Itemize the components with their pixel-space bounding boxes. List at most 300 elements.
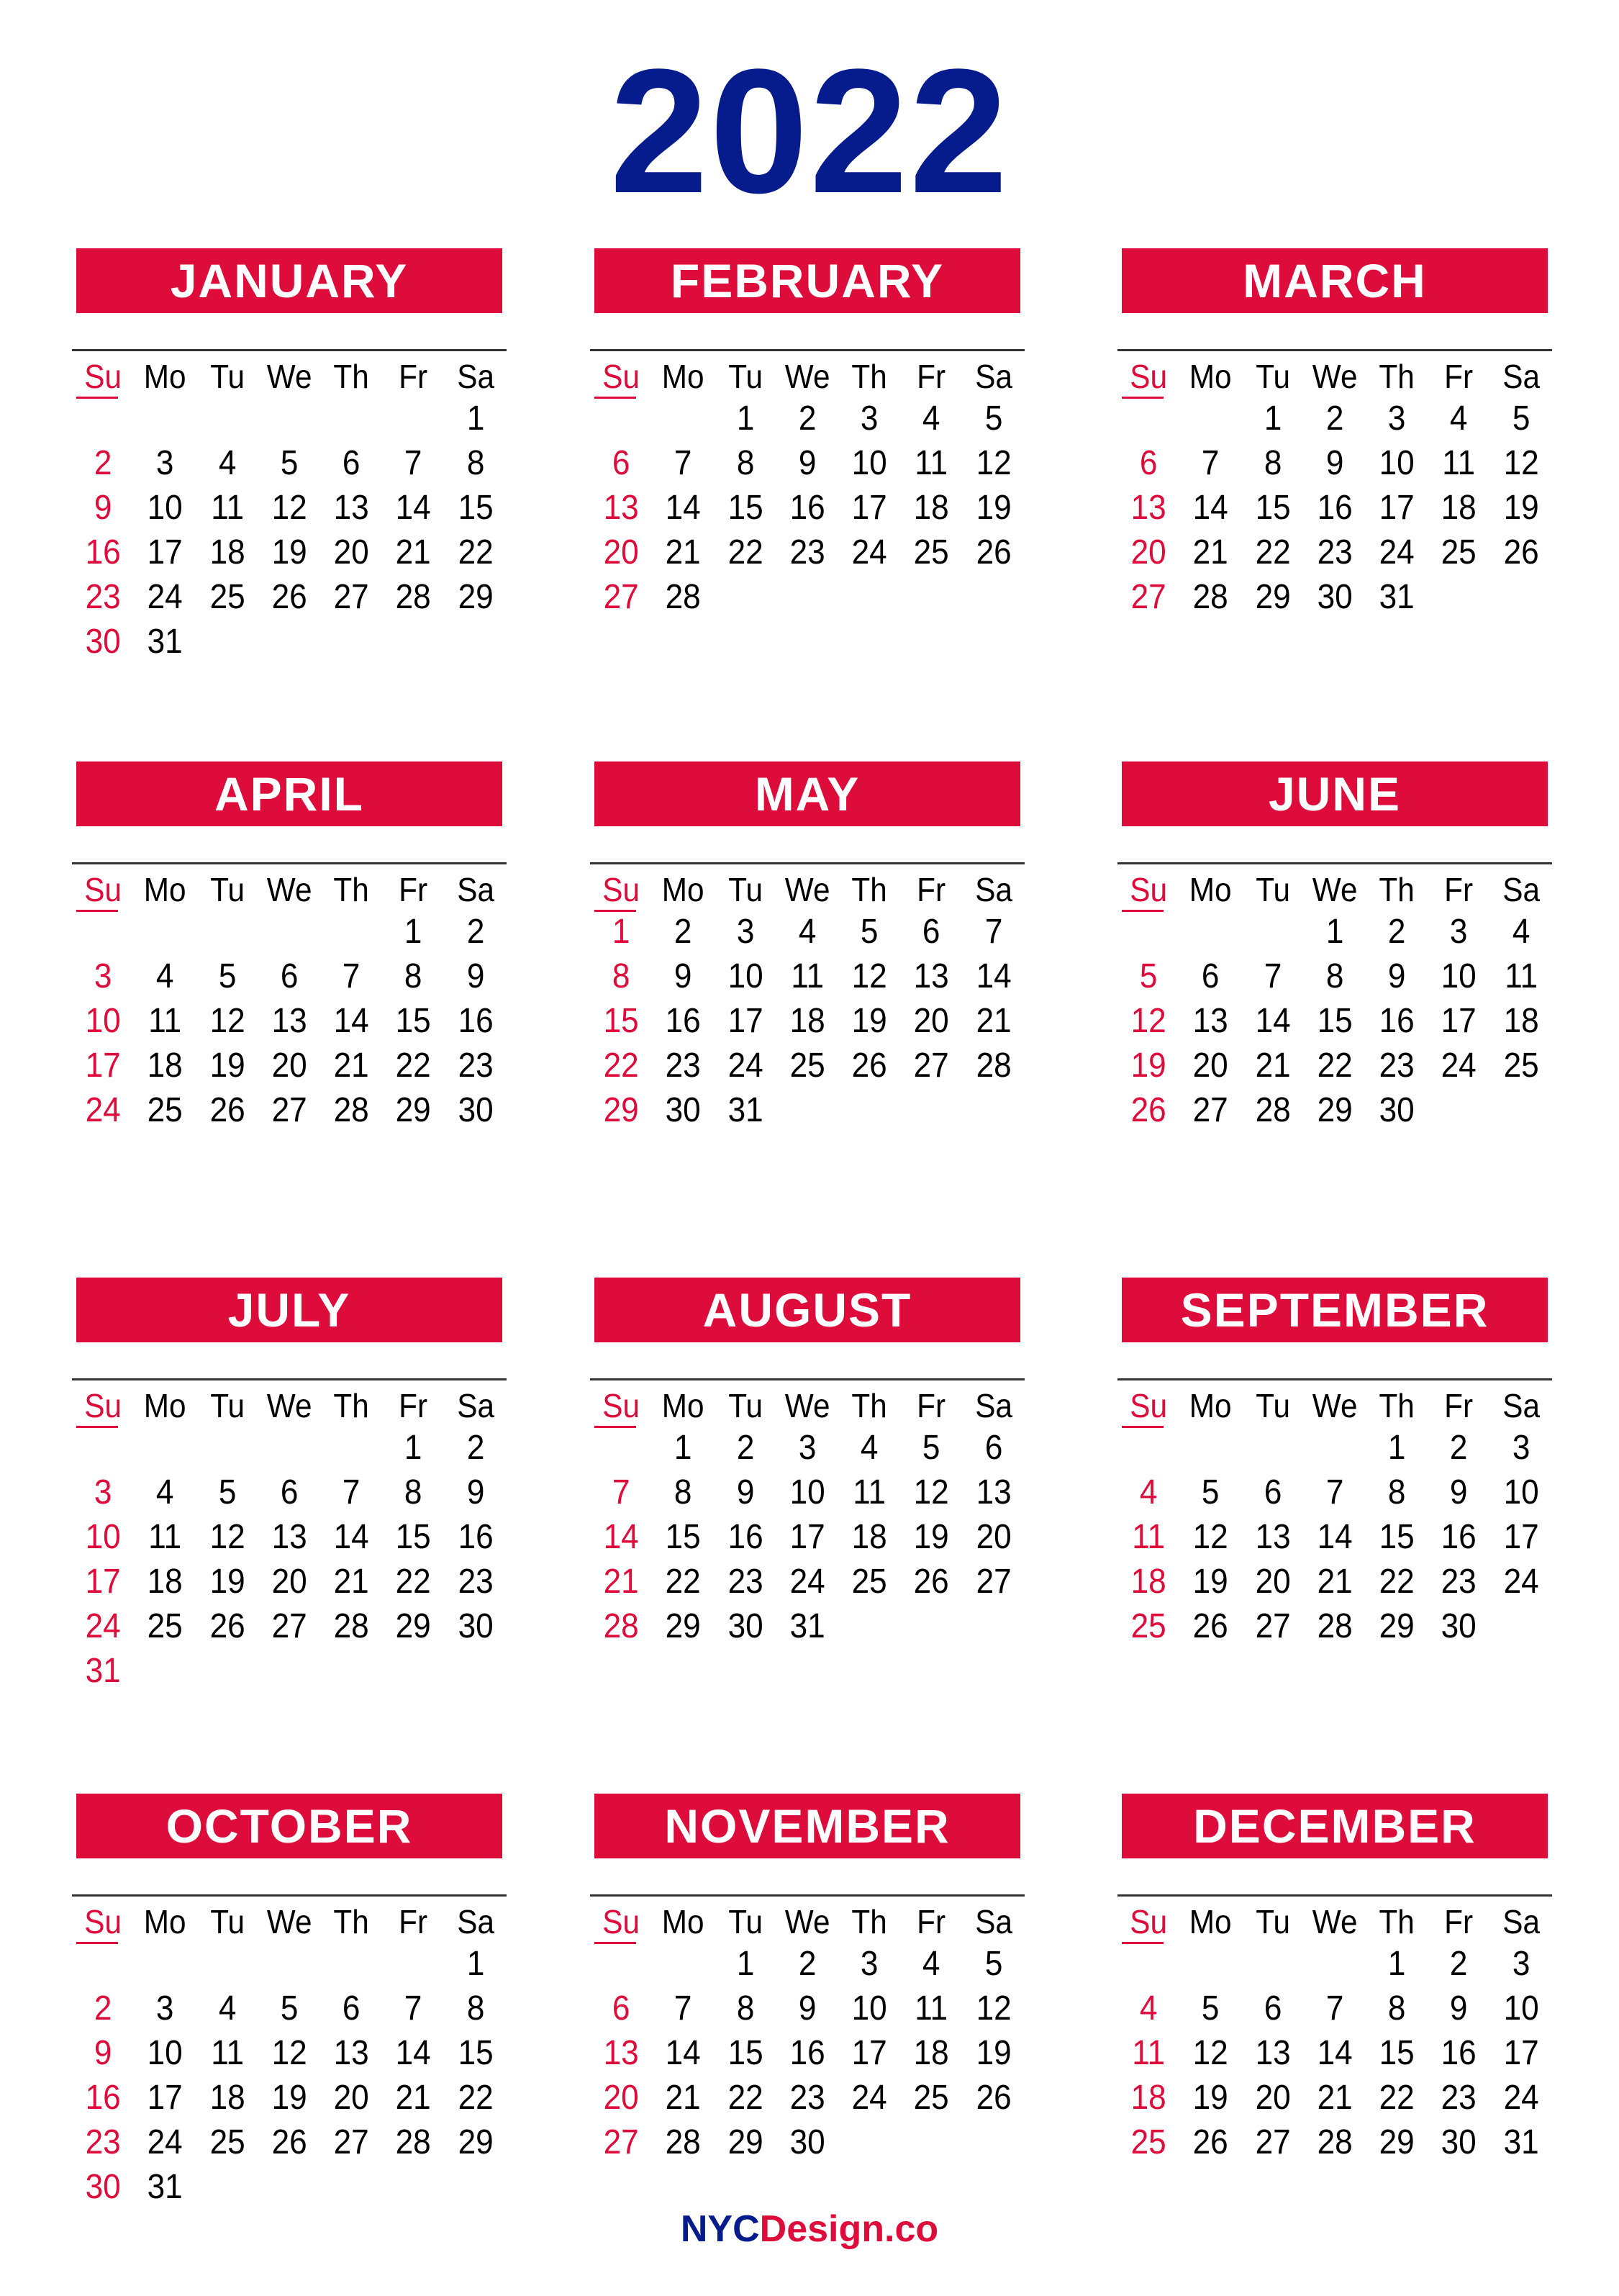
- day-cell: 29: [458, 578, 494, 616]
- day-cell: 10: [1379, 444, 1415, 482]
- day-cell: 13: [271, 1518, 307, 1556]
- day-cell: 27: [1255, 1607, 1291, 1645]
- day-cell: 7: [404, 444, 422, 482]
- week-row: [72, 1987, 507, 2031]
- day-cell: 1: [1325, 913, 1344, 951]
- day-cell: 31: [85, 1652, 121, 1690]
- day-cell: 28: [1317, 1607, 1353, 1645]
- weekday-label: Sa: [974, 871, 1012, 908]
- weekday-row: [72, 356, 507, 397]
- week-row: [590, 2076, 1025, 2120]
- day-cell: 11: [915, 444, 948, 482]
- weekday-label: Th: [1379, 1903, 1415, 1940]
- day-cell: [903, 1604, 960, 1649]
- week-row: [72, 1088, 507, 1133]
- week-row: [72, 1044, 507, 1088]
- week-row: [72, 2076, 507, 2120]
- day-cell: 13: [1255, 1518, 1291, 1556]
- weekday-label: Fr: [917, 1903, 946, 1940]
- day-cell: 2: [466, 1429, 485, 1467]
- weekday-label: Su: [1130, 358, 1168, 395]
- day-cell: 7: [342, 1473, 360, 1511]
- day-cell: 12: [1192, 1518, 1228, 1556]
- header-divider: [1117, 1378, 1552, 1380]
- day-cell: 9: [798, 1989, 817, 2028]
- day-cell: 2: [1325, 399, 1344, 438]
- day-cell: [841, 1604, 898, 1649]
- weekday-label: Sa: [974, 358, 1012, 395]
- credit-design: Design.co: [759, 2208, 939, 2250]
- day-cell: 13: [333, 2034, 369, 2072]
- day-cell: [1244, 910, 1301, 954]
- weekday-label: Th: [851, 1387, 887, 1424]
- weekday-label: Su: [602, 1387, 640, 1424]
- day-cell: 7: [984, 913, 1003, 951]
- day-cell: [74, 910, 131, 954]
- day-cell: 11: [1442, 444, 1476, 482]
- weekday-label: Tu: [209, 1903, 245, 1940]
- day-cell: 16: [1441, 2034, 1477, 2072]
- day-cell: 26: [1192, 1607, 1228, 1645]
- weekday-label: We: [266, 1903, 312, 1940]
- week-row: [72, 441, 507, 486]
- site-credit[interactable]: [0, 2204, 1619, 2254]
- day-cell: 19: [1503, 489, 1539, 527]
- day-cell: [323, 620, 380, 664]
- day-cell: 14: [1192, 489, 1228, 527]
- weekday-label: We: [266, 1387, 312, 1424]
- weekday-label: Su: [1130, 871, 1168, 908]
- weekday-label: Mo: [143, 358, 186, 395]
- day-cell: 27: [603, 578, 639, 616]
- week-row: [590, 954, 1025, 999]
- day-cell: 8: [736, 1989, 754, 2028]
- day-cell: 2: [736, 1429, 754, 1467]
- day-cell: 9: [1325, 444, 1344, 482]
- day-cell: [1120, 1942, 1176, 1987]
- day-cell: [447, 2165, 504, 2210]
- day-cell: [385, 620, 442, 664]
- week-row: [1117, 1942, 1552, 1987]
- day-cell: [841, 1088, 898, 1133]
- weekday-label: Mo: [1189, 871, 1232, 908]
- weekday-label: Mo: [661, 358, 704, 395]
- day-cell: [1182, 910, 1239, 954]
- day-cell: [199, 397, 255, 441]
- weekday-row: [590, 869, 1025, 910]
- day-cell: [965, 1604, 1022, 1649]
- day-cell: 12: [976, 444, 1012, 482]
- day-cell: 25: [1130, 1607, 1166, 1645]
- day-cell: 14: [976, 957, 1012, 995]
- week-row: [72, 1560, 507, 1604]
- day-cell: 22: [1317, 1047, 1353, 1085]
- day-cell: 24: [147, 578, 183, 616]
- day-cell: 2: [466, 913, 485, 951]
- day-cell: 3: [156, 1989, 174, 2028]
- weekday-label: Tu: [727, 1903, 763, 1940]
- day-cell: 15: [395, 1002, 432, 1040]
- day-cell: 15: [395, 1518, 432, 1556]
- day-cell: 22: [395, 1563, 432, 1601]
- week-row: [590, 1088, 1025, 1133]
- weekday-label: Tu: [209, 871, 245, 908]
- day-cell: 9: [736, 1473, 754, 1511]
- day-cell: [74, 1426, 131, 1470]
- header-divider: [590, 862, 1025, 864]
- weekday-label: Th: [333, 871, 369, 908]
- day-cell: 19: [913, 1518, 950, 1556]
- day-cell: 19: [1192, 1563, 1228, 1601]
- day-cell: [841, 2120, 898, 2165]
- day-cell: 19: [976, 2034, 1012, 2072]
- week-row: [590, 1426, 1025, 1470]
- day-cell: [1492, 575, 1549, 620]
- day-cell: 8: [612, 957, 630, 995]
- week-row: [1117, 954, 1552, 999]
- day-cell: 9: [1387, 957, 1406, 995]
- day-cell: [903, 2120, 960, 2165]
- day-cell: 11: [210, 489, 244, 527]
- day-cell: 5: [280, 444, 299, 482]
- day-cell: 10: [147, 2034, 183, 2072]
- day-cell: 29: [458, 2123, 494, 2161]
- day-cell: 30: [1379, 1091, 1415, 1129]
- weekday-label: Su: [602, 871, 640, 908]
- day-cell: 13: [603, 2034, 639, 2072]
- day-cell: [592, 1942, 649, 1987]
- day-cell: 20: [913, 1002, 950, 1040]
- week-row: [1117, 441, 1552, 486]
- day-cell: 10: [147, 489, 183, 527]
- day-cell: 22: [458, 533, 494, 571]
- day-cell: 28: [395, 2123, 432, 2161]
- day-cell: [1182, 1942, 1239, 1987]
- day-grid: [1117, 356, 1552, 620]
- day-grid: [72, 1386, 507, 1694]
- day-cell: 6: [342, 1989, 360, 2028]
- weekday-label: Th: [851, 871, 887, 908]
- day-cell: 16: [85, 533, 121, 571]
- day-cell: [1120, 910, 1176, 954]
- weekday-label: Su: [84, 1387, 122, 1424]
- day-cell: 15: [458, 489, 494, 527]
- day-cell: 14: [1317, 2034, 1353, 2072]
- day-cell: [1430, 1088, 1487, 1133]
- day-cell: [592, 397, 649, 441]
- weekday-row: [590, 356, 1025, 397]
- weekday-label: We: [266, 871, 312, 908]
- month-header: OCTOBER: [76, 1794, 502, 1858]
- header-divider: [72, 1378, 507, 1380]
- weekday-label: Sa: [1502, 1387, 1540, 1424]
- week-row: [590, 1560, 1025, 1604]
- day-cell: 6: [342, 444, 360, 482]
- day-cell: 25: [147, 1091, 183, 1129]
- day-cell: 15: [1255, 489, 1291, 527]
- day-cell: 27: [271, 1607, 307, 1645]
- day-cell: 6: [1264, 1473, 1282, 1511]
- day-cell: 22: [1255, 533, 1291, 571]
- day-cell: 18: [913, 2034, 950, 2072]
- weekday-label: Th: [1379, 1387, 1415, 1424]
- day-cell: 27: [271, 1091, 307, 1129]
- day-cell: 5: [984, 399, 1003, 438]
- week-row: [1117, 2031, 1552, 2076]
- week-row: [1117, 910, 1552, 954]
- day-cell: 25: [209, 578, 245, 616]
- day-cell: 7: [1325, 1473, 1344, 1511]
- day-cell: [260, 397, 317, 441]
- day-cell: 3: [156, 444, 174, 482]
- day-cell: 20: [976, 1518, 1012, 1556]
- day-grid: [72, 356, 507, 664]
- year-title: 2022: [609, 32, 1010, 230]
- day-cell: 20: [333, 2079, 369, 2117]
- day-cell: [447, 1649, 504, 1694]
- day-cell: 2: [1450, 1945, 1468, 1983]
- weekday-label: We: [266, 358, 312, 395]
- day-cell: 21: [1317, 1563, 1353, 1601]
- week-row: [72, 1470, 507, 1515]
- weekday-label: Tu: [209, 358, 245, 395]
- weekday-label: Fr: [399, 1903, 428, 1940]
- weekday-label: Sa: [974, 1903, 1012, 1940]
- day-cell: 7: [612, 1473, 630, 1511]
- day-cell: [323, 910, 380, 954]
- day-cell: 18: [913, 489, 950, 527]
- day-cell: 28: [333, 1091, 369, 1129]
- day-cell: 11: [853, 1473, 886, 1511]
- weekday-label: Sa: [456, 358, 494, 395]
- day-cell: 1: [404, 1429, 422, 1467]
- day-cell: 23: [727, 1563, 763, 1601]
- day-cell: 3: [1512, 1429, 1530, 1467]
- day-cell: [385, 2165, 442, 2210]
- day-cell: 13: [271, 1002, 307, 1040]
- day-cell: 24: [85, 1607, 121, 1645]
- day-cell: [137, 397, 194, 441]
- day-grid: [1117, 1386, 1552, 1649]
- week-row: [1117, 397, 1552, 441]
- day-cell: [199, 620, 255, 664]
- day-cell: [1120, 397, 1176, 441]
- day-cell: 21: [1317, 2079, 1353, 2117]
- weekday-label: Tu: [727, 1387, 763, 1424]
- day-cell: 11: [148, 1518, 182, 1556]
- weekday-label: Tu: [209, 1387, 245, 1424]
- weekday-label: Mo: [1189, 1387, 1232, 1424]
- weekday-label: We: [1312, 1387, 1358, 1424]
- day-grid: [590, 1386, 1025, 1649]
- day-cell: 16: [1379, 1002, 1415, 1040]
- header-divider: [72, 349, 507, 351]
- week-row: [1117, 2120, 1552, 2165]
- day-cell: 7: [1264, 957, 1282, 995]
- day-cell: 23: [85, 578, 121, 616]
- day-cell: 14: [395, 489, 432, 527]
- week-row: [72, 954, 507, 999]
- day-cell: [74, 1942, 131, 1987]
- day-cell: 1: [674, 1429, 692, 1467]
- weekday-label: Fr: [399, 871, 428, 908]
- day-cell: [1182, 397, 1239, 441]
- day-cell: 3: [860, 399, 879, 438]
- day-cell: 2: [94, 444, 112, 482]
- day-cell: 9: [674, 957, 692, 995]
- day-cell: 6: [1264, 1989, 1282, 2028]
- day-cell: [323, 1426, 380, 1470]
- week-row: [72, 575, 507, 620]
- weekday-label: Tu: [1255, 358, 1290, 395]
- day-cell: 4: [922, 1945, 940, 1983]
- week-row: [590, 1044, 1025, 1088]
- day-cell: 30: [665, 1091, 701, 1129]
- day-cell: 17: [789, 1518, 825, 1556]
- day-cell: 24: [789, 1563, 825, 1601]
- day-cell: 26: [209, 1091, 245, 1129]
- day-cell: 26: [1192, 2123, 1228, 2161]
- day-cell: 17: [1379, 489, 1415, 527]
- day-cell: 14: [665, 2034, 701, 2072]
- week-row: [1117, 575, 1552, 620]
- week-row: [590, 441, 1025, 486]
- day-cell: 27: [333, 578, 369, 616]
- day-cell: [385, 1649, 442, 1694]
- day-cell: 31: [727, 1091, 763, 1129]
- weekday-row: [1117, 356, 1552, 397]
- day-cell: 11: [1504, 957, 1538, 995]
- day-cell: [655, 1942, 712, 1987]
- day-cell: 26: [271, 578, 307, 616]
- day-cell: 13: [1255, 2034, 1291, 2072]
- day-cell: 7: [404, 1989, 422, 2028]
- day-cell: 16: [458, 1002, 494, 1040]
- day-cell: 15: [1379, 1518, 1415, 1556]
- day-cell: 20: [1130, 533, 1166, 571]
- day-cell: 15: [727, 489, 763, 527]
- day-cell: 23: [85, 2123, 121, 2161]
- day-cell: [137, 1942, 194, 1987]
- day-cell: 5: [984, 1945, 1003, 1983]
- day-cell: [965, 1088, 1022, 1133]
- week-row: [590, 530, 1025, 575]
- weekday-label: Su: [84, 871, 122, 908]
- day-cell: 3: [1512, 1945, 1530, 1983]
- day-cell: 1: [1264, 399, 1282, 438]
- day-cell: 30: [727, 1607, 763, 1645]
- day-grid: [590, 869, 1025, 1133]
- day-cell: 22: [1379, 2079, 1415, 2117]
- day-cell: 3: [736, 913, 754, 951]
- week-row: [1117, 1088, 1552, 1133]
- day-cell: 15: [665, 1518, 701, 1556]
- day-cell: 2: [674, 913, 692, 951]
- day-cell: 17: [85, 1047, 121, 1085]
- day-cell: 1: [466, 1945, 485, 1983]
- day-cell: 2: [1387, 913, 1406, 951]
- day-cell: 23: [1379, 1047, 1415, 1085]
- day-cell: 8: [1387, 1473, 1406, 1511]
- day-cell: [199, 1649, 255, 1694]
- day-cell: 13: [913, 957, 950, 995]
- day-cell: 20: [1255, 1563, 1291, 1601]
- day-cell: [655, 397, 712, 441]
- day-cell: 20: [333, 533, 369, 571]
- day-cell: 14: [1255, 1002, 1291, 1040]
- header-divider: [72, 862, 507, 864]
- day-cell: 12: [209, 1518, 245, 1556]
- day-cell: 25: [851, 1563, 887, 1601]
- day-cell: [323, 1649, 380, 1694]
- day-cell: 4: [922, 399, 940, 438]
- day-cell: 25: [1441, 533, 1477, 571]
- week-row: [72, 1604, 507, 1649]
- day-cell: 7: [674, 1989, 692, 2028]
- day-cell: 24: [1503, 2079, 1539, 2117]
- weekday-label: Fr: [1444, 1387, 1474, 1424]
- day-grid: [1117, 1902, 1552, 2165]
- week-row: [1117, 1987, 1552, 2031]
- day-cell: 4: [1450, 399, 1468, 438]
- weekday-label: We: [784, 1387, 830, 1424]
- day-cell: 9: [798, 444, 817, 482]
- weekday-label: Mo: [661, 871, 704, 908]
- day-cell: 12: [1192, 2034, 1228, 2072]
- week-row: [1117, 1426, 1552, 1470]
- day-cell: 28: [603, 1607, 639, 1645]
- day-cell: 5: [218, 957, 236, 995]
- day-cell: [260, 1942, 317, 1987]
- week-row: [1117, 999, 1552, 1044]
- day-cell: 9: [466, 1473, 485, 1511]
- day-cell: 21: [976, 1002, 1012, 1040]
- day-cell: 11: [210, 2034, 244, 2072]
- day-cell: 10: [851, 444, 887, 482]
- day-cell: [74, 397, 131, 441]
- day-cell: 19: [271, 533, 307, 571]
- day-cell: 23: [789, 2079, 825, 2117]
- day-cell: 25: [1503, 1047, 1539, 1085]
- day-cell: 28: [665, 2123, 701, 2161]
- day-cell: [199, 2165, 255, 2210]
- day-cell: [323, 397, 380, 441]
- weekday-label: Su: [602, 1903, 640, 1940]
- weekday-row: [590, 1902, 1025, 1942]
- weekday-label: Tu: [1255, 1387, 1290, 1424]
- week-row: [72, 530, 507, 575]
- day-cell: 12: [209, 1002, 245, 1040]
- day-cell: 18: [1441, 489, 1477, 527]
- header-divider: [590, 1894, 1025, 1897]
- week-row: [590, 1515, 1025, 1560]
- week-row: [72, 2165, 507, 2210]
- day-cell: 14: [603, 1518, 639, 1556]
- day-cell: 30: [789, 2123, 825, 2161]
- day-cell: 19: [209, 1563, 245, 1601]
- day-cell: 12: [1130, 1002, 1166, 1040]
- day-cell: [1120, 1426, 1176, 1470]
- day-cell: 12: [271, 2034, 307, 2072]
- weekday-label: Th: [333, 1903, 369, 1940]
- weekday-label: Mo: [143, 1903, 186, 1940]
- day-cell: 12: [851, 957, 887, 995]
- day-cell: 15: [1317, 1002, 1353, 1040]
- week-row: [1117, 530, 1552, 575]
- day-cell: 1: [404, 913, 422, 951]
- week-row: [590, 575, 1025, 620]
- day-cell: 2: [94, 1989, 112, 2028]
